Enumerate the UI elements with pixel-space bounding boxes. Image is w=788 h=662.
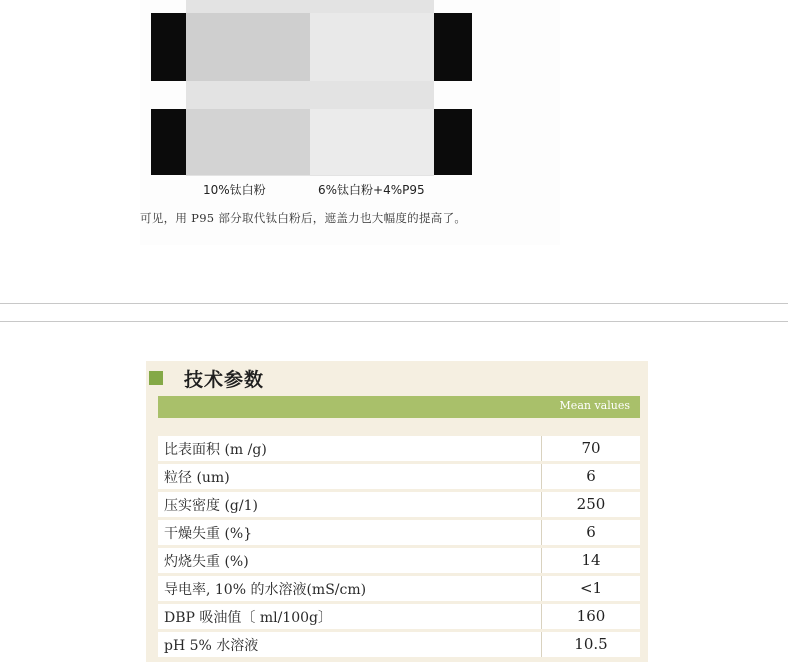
- table-row: [158, 632, 640, 657]
- page-divider-top: [0, 303, 788, 304]
- param-name: 干燥失重 (%}: [164, 526, 253, 542]
- param-value: 6: [586, 467, 596, 485]
- cropped-text-line: [140, 229, 510, 235]
- param-name: 灼烧失重 (%): [164, 554, 249, 570]
- param-value: 160: [576, 607, 606, 625]
- table-row: [158, 520, 640, 545]
- page-divider-bottom: [0, 321, 788, 322]
- table-row: [158, 604, 640, 629]
- table-row: [158, 548, 640, 573]
- spec-table: [158, 436, 640, 660]
- param-name: 粒径 (um): [164, 470, 230, 486]
- param-value: 250: [576, 495, 606, 513]
- column-header-mean-values: Mean values: [559, 399, 630, 412]
- param-name: 压实密度 (g/1): [164, 498, 258, 514]
- left-black-bar-top: [151, 13, 187, 81]
- param-value: 70: [581, 439, 601, 457]
- left-sample-bottom: [186, 109, 310, 175]
- param-name: 比表面积 (m /g): [164, 442, 267, 458]
- param-value: 6: [586, 523, 596, 541]
- right-black-bar-top: [434, 13, 472, 81]
- param-value: <1: [579, 579, 603, 597]
- table-row: [158, 576, 640, 601]
- table-row: [158, 436, 640, 461]
- right-sample-top: [310, 13, 434, 81]
- right-sample-bottom: [310, 109, 434, 175]
- param-name: 导电率, 10% 的水溶液(mS/cm): [164, 582, 367, 598]
- param-name: pH 5% 水溶液: [164, 638, 259, 654]
- param-value: 10.5: [574, 635, 608, 653]
- section-bullet-icon: [149, 371, 163, 385]
- left-sample-top: [186, 13, 310, 81]
- right-black-bar-bottom: [434, 109, 472, 175]
- section-title: 技术参数: [184, 369, 265, 391]
- param-value: 14: [581, 551, 601, 569]
- caption-right: 6%钛白粉+4%P95: [318, 183, 425, 197]
- figure-sentence: 可见，用 P95 部分取代钛白粉后，遮盖力也大幅度的提高了。: [140, 211, 467, 225]
- table-header-bar: [158, 396, 640, 418]
- caption-left: 10%钛白粉: [203, 183, 266, 197]
- table-row: [158, 464, 640, 489]
- table-row: [158, 492, 640, 517]
- param-name: DBP 吸油值〔 ml/100g〕: [164, 610, 332, 626]
- left-black-bar-bottom: [151, 109, 187, 175]
